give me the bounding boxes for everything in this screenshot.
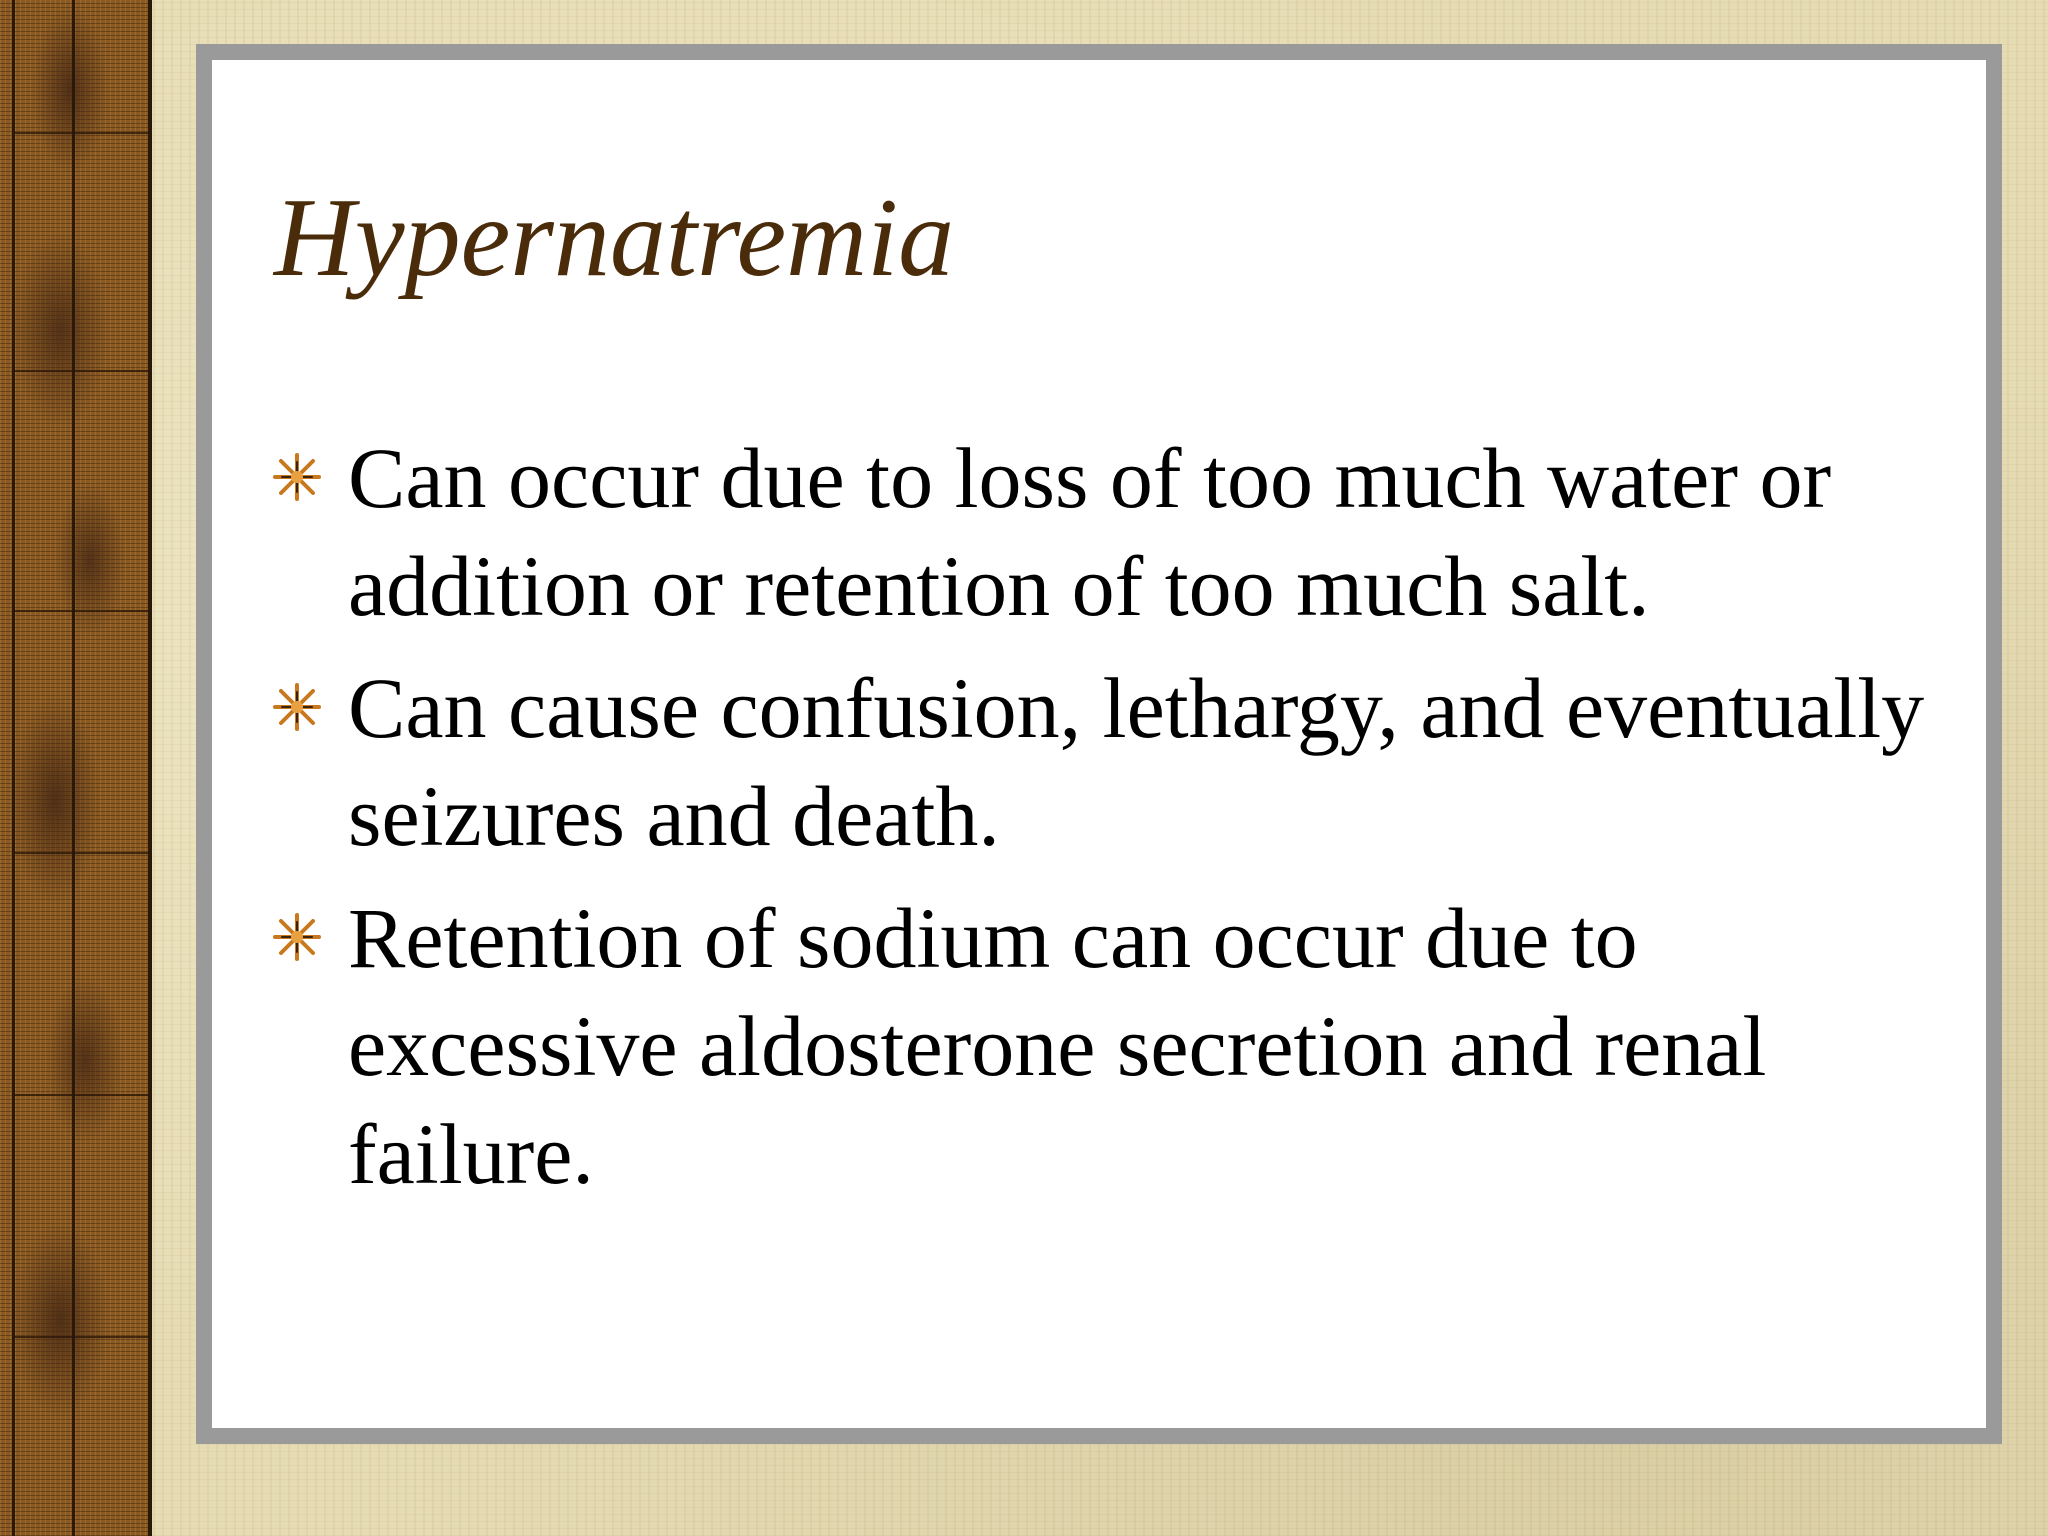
list-item	[272, 654, 1972, 870]
slide-title: Hypernatremia	[274, 176, 955, 300]
wood-divider	[12, 1336, 150, 1338]
bullet-text: Retention of sodium can occur due to excessive aldosterone secretion and renal failure.	[348, 890, 1767, 1202]
decorative-wood-strip	[0, 0, 152, 1536]
list-item	[272, 424, 1972, 640]
wood-divider	[12, 132, 150, 134]
star-bullet-icon	[272, 682, 322, 732]
wood-divider	[72, 0, 75, 1536]
star-bullet-icon	[272, 912, 322, 962]
slide-content-panel	[196, 44, 2002, 1444]
wood-divider	[12, 370, 150, 372]
list-item	[272, 884, 1972, 1208]
wood-divider	[12, 1094, 150, 1096]
wood-divider	[148, 0, 152, 1536]
wood-divider	[12, 0, 15, 1536]
bullet-text: Can occur due to loss of too much water or addition or retention of too much salt.	[348, 430, 1832, 634]
star-bullet-icon	[272, 452, 322, 502]
bullet-text: Can cause confusion, lethargy, and eventually seizures and death.	[348, 660, 1925, 864]
bullet-list	[272, 424, 1972, 1222]
wood-divider	[12, 610, 150, 612]
wood-divider	[12, 852, 150, 854]
